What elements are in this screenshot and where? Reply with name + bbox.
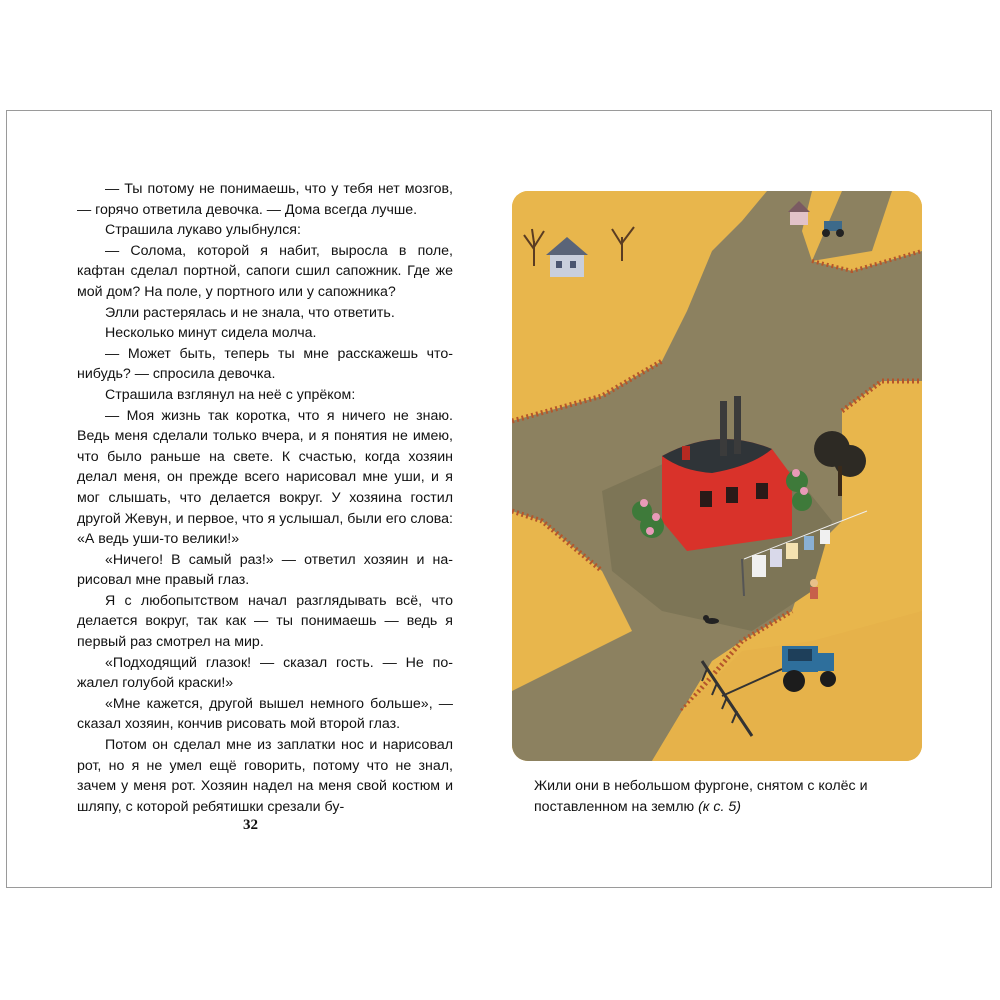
paragraph: — Может быть, теперь ты мне расскажешь чтонибудь? — спросила девочка.	[77, 345, 453, 383]
paragraph: «Мне кажется, другой вышел немного больше», — сказал хозяин, кончив рисовать мой второй глаз.	[77, 695, 453, 733]
paragraph: Я с любопытством начал разглядывать всё, что делается вокруг, так как — ты понимаешь — ведь я первый раз смотрел на мир.	[77, 592, 453, 651]
left-page	[77, 179, 453, 817]
paragraph: Страшила взглянул на неё с упрёком:	[105, 386, 356, 403]
paragraph: Несколько минут сидела молча.	[105, 325, 317, 342]
farm-illustration	[512, 191, 922, 761]
paragraph: Потом он сделал мне из заплатки нос и нарисовал рот, но я не умел ещё говорить, потому что не знал, зачем у меня рот. Хозяин надел на меня свой костюм и шляпу, с которой ребятишки срезали бу-	[77, 737, 453, 815]
paragraph: Страшила лукаво улыбнулся:	[105, 222, 301, 239]
paragraph: — Ты потому не понимаешь, что у тебя нет мозгов, — горячо ответила девочка. — Дома всегда лучше.	[77, 181, 453, 218]
paragraph: — Моя жизнь так коротка, что я ничего не знаю. Ведь меня сделали только вчера, и я понятия не имею, что было раньше на свете. К счастью, когда хозяин делал меня, он прежде всего нарисовал мне уши, и я мог слышать, что делается вокруг. У хозяина гостил другой Жевун, и первое, что я услышал, были его слова: «А ведь уши-то велики!»	[77, 407, 453, 548]
caption-text: Жили они в небольшом фургоне, снятом с колёс и поставленном на землю	[534, 778, 868, 815]
book-spread	[6, 110, 992, 888]
caption-reference: (к с. 5)	[698, 798, 742, 815]
page-number: 32	[243, 817, 258, 833]
paragraph: Элли растерялась и не знала, что ответить.	[105, 304, 395, 321]
illustration	[512, 191, 922, 761]
paragraph: — Солома, которой я набит, выросла в поле, кафтан сделал портной, сапоги сшил сапожник. Где же мой дом? На поле, у портного или у сапожника?	[77, 242, 453, 300]
girl-figure	[810, 579, 818, 599]
body-text	[77, 179, 453, 817]
paragraph: «Подходящий глазок! — сказал гость. — Не пожалел голубой краски!»	[77, 654, 453, 692]
paragraph: «Ничего! В самый раз!» — ответил хозяин и нарисовал мне правый глаз.	[77, 551, 453, 589]
illustration-caption	[534, 776, 934, 817]
